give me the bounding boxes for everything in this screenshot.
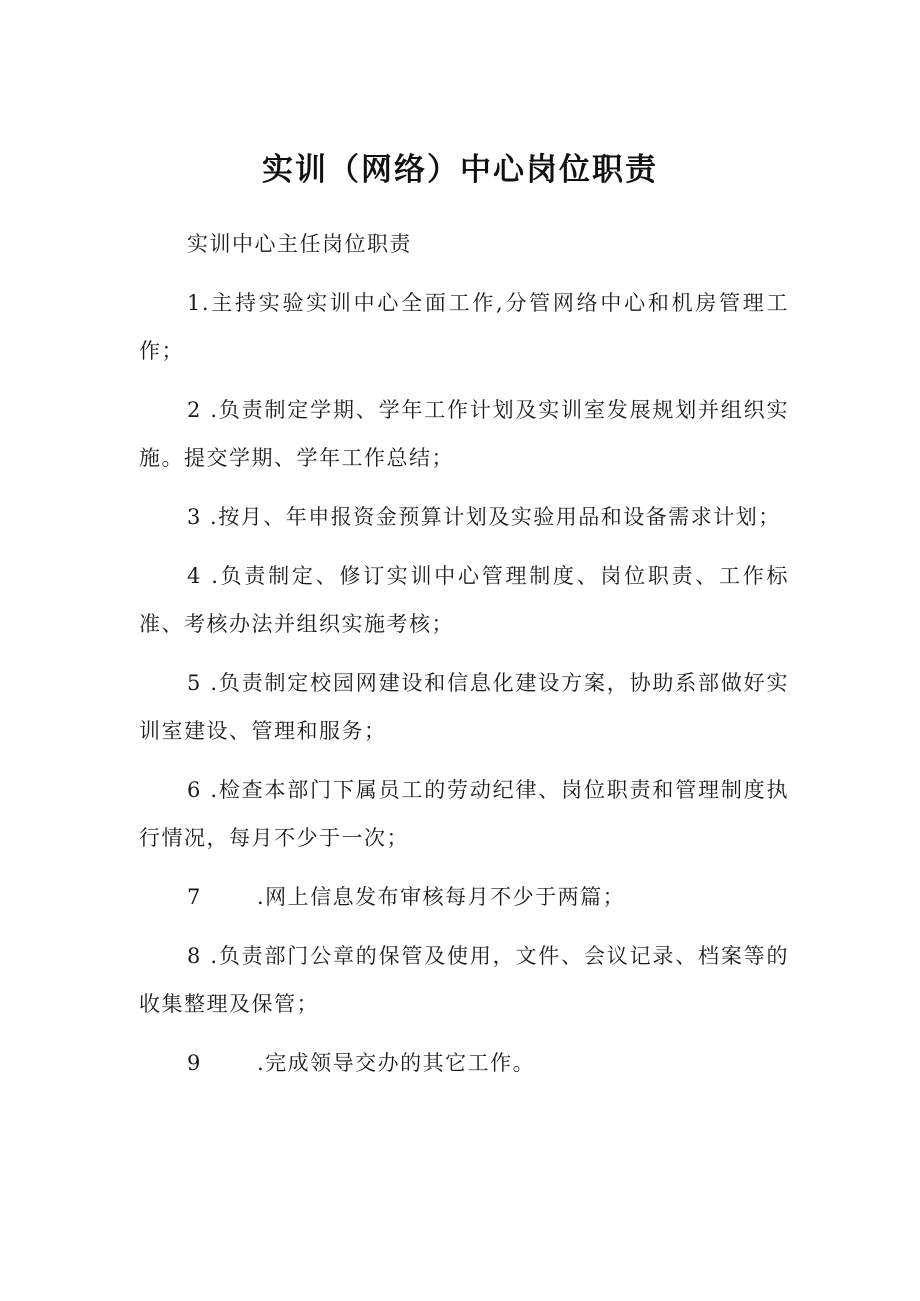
item-number: 3 . <box>187 505 219 529</box>
duty-item-1 <box>139 279 789 375</box>
duty-item-3 <box>139 493 789 541</box>
item-number: 9 <box>187 1051 202 1075</box>
item-text: 主持实验实训中心全面工作,分管网络中心和机房管理工作； <box>139 291 789 363</box>
duty-item-4 <box>139 552 789 648</box>
item-text: 负责制定、修订实训中心管理制度、岗位职责、工作标准、考核办法并组织实施考核； <box>139 564 790 636</box>
item-number: 2 . <box>187 398 219 422</box>
section-heading: 实训中心主任岗位职责 <box>187 232 412 256</box>
item-number: 5 . <box>187 671 219 695</box>
item-number: 4 . <box>187 564 220 588</box>
duty-item-6 <box>139 766 789 862</box>
duty-item-8 <box>139 932 789 1028</box>
item-number: 6 . <box>187 778 219 802</box>
item-text: .网上信息发布审核每月不少于两篇； <box>257 885 626 909</box>
item-text: .完成领导交办的其它工作。 <box>257 1051 536 1075</box>
item-number: 8 . <box>187 944 219 968</box>
duty-item-7 <box>139 873 789 921</box>
document-title: 实训（网络）中心岗位职责 <box>262 152 658 188</box>
item-text: 负责制定学期、学年工作计划及实训室发展规划并组织实施。提交学期、学年工作总结； <box>139 398 789 470</box>
duty-item-2 <box>139 386 789 482</box>
item-number: 1. <box>187 291 211 315</box>
item-text: 负责制定校园网建设和信息化建设方案，协助系部做好实训室建设、管理和服务； <box>139 671 789 743</box>
item-text: 按月、年申报资金预算计划及实验用品和设备需求计划； <box>218 505 781 529</box>
item-number: 7 <box>187 885 202 909</box>
duty-item-5 <box>139 659 789 755</box>
item-text: 负责部门公章的保管及使用，文件、会议记录、档案等的收集整理及保管； <box>139 944 789 1016</box>
duty-item-9 <box>139 1039 789 1087</box>
document-body <box>139 226 789 1098</box>
item-text: 检查本部门下属员工的劳动纪律、岗位职责和管理制度执行情况，每月不少于一次； <box>139 778 789 850</box>
